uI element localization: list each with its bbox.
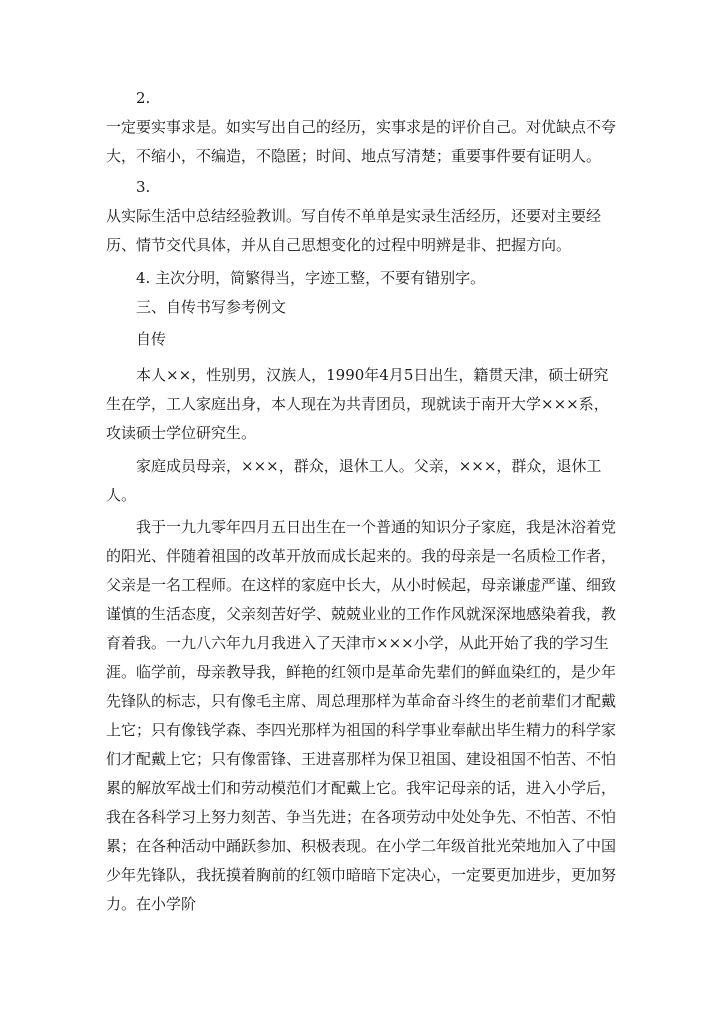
example-title: 自传 <box>136 330 167 348</box>
paragraph-life-story: 我于一九九零年四月五日出生在一个普通的知识分子家庭，我是沐浴着党的阳光、伴随着祖国的改革开放而成长起来的。我的母亲是一名质检工作者，父亲是一名工程师。在这样的家庭中长大，从小时候起，母亲谦虚严谨、细致谨慎的生活态度，父亲刻苦好学、兢兢业业的工作作风就深深地感染着我，教育着我。一九八六年九月我进入了天津市×××小学，从此开始了我的学习生涯。临学前，母亲教导我，鲜艳的红领巾是革命先辈们的鲜血染红的，是少年先锋队的标志，只有像毛主席、周总理那样为革命奋斗终生的老前辈们才配戴上它；只有像钱学森、李四光那样为祖国的科学事业奉献出毕生精力的科学家们才配戴上它；只有像雷锋、王进喜那样为保卫祖国、建设祖国不怕苦、不怕累的解放军战士们和劳动模范们才配戴上它。我牢记母亲的话，进入小学后，我在各科学习上努力刻苦、争当先进；在各项劳动中处处争先、不怕苦、不怕累；在各种活动中踊跃参加、积极表现。在小学二年级首批光荣地加入了中国少年先锋队，我抚摸着胸前的红领巾暗暗下定决心，一定要更加进步，更加努力。在小学阶 <box>106 518 617 913</box>
item-2-text: 一定要实事求是。如实写出自己的经历，实事求是的评价自己。对优缺点不夸大，不缩小，不编造，不隐匿；时间、地点写清楚；重要事件要有证明人。 <box>106 118 617 165</box>
item-4-text: 4. 主次分明，简繁得当，字迹工整，不要有错别字。 <box>136 269 486 287</box>
item-3-number: 3. <box>136 178 151 196</box>
paragraph-personal-info: 本人××，性别男，汉族人，1990年4月5日出生，籍贯天津，硕士研究生在学，工人家庭出身，本人现在为共青团员，现就读于南开大学×××系，攻读硕士学位研究生。 <box>106 366 609 442</box>
paragraph-family-members: 家庭成员母亲，×××，群众，退休工人。父亲，×××，群众，退休工人。 <box>106 457 602 504</box>
item-2-number: 2. <box>136 89 151 107</box>
section-heading: 三、自传书写参考例文 <box>136 298 287 316</box>
item-3-text: 从实际生活中总结经验教训。写自传不单单是实录生活经历，还要对主要经历、情节交代具体，并从自己思想变化的过程中明辨是非、把握方向。 <box>106 207 602 254</box>
